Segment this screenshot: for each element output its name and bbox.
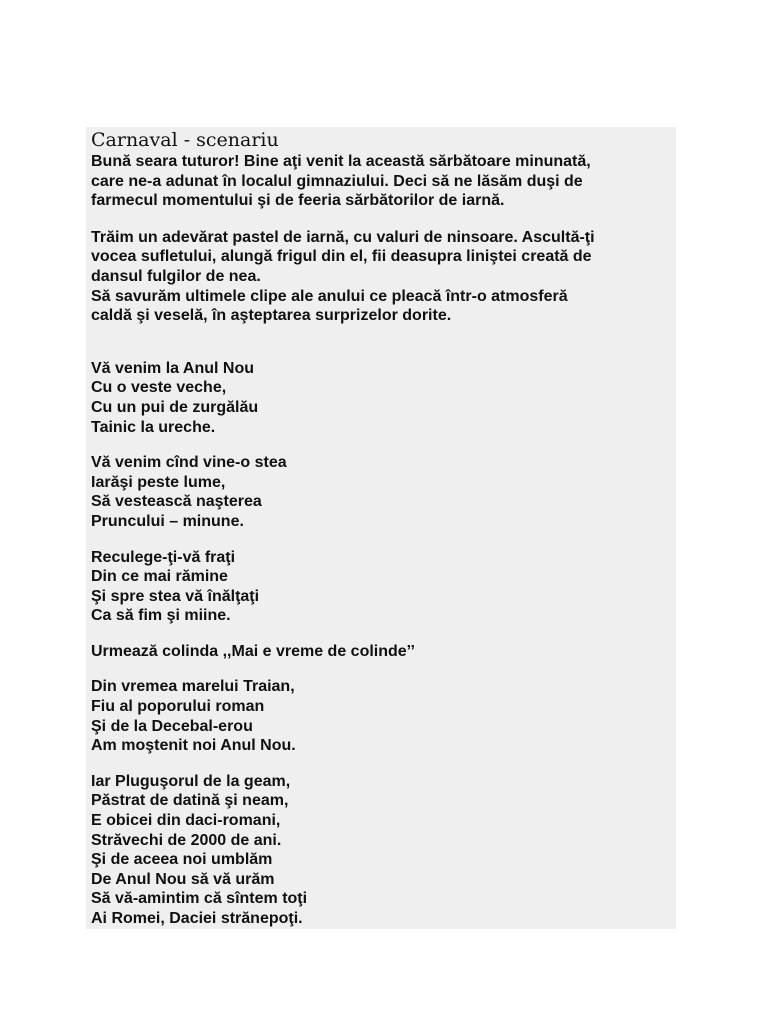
verse-line: E obicei din daci-romani, (91, 812, 281, 830)
poem-stanza-4 (91, 677, 676, 755)
song-announcement: Urmează colinda ,,Mai e vreme de colinde’’ (91, 642, 415, 660)
verse-line: Cu un pui de zurgălău (91, 398, 259, 416)
verse-line: Străvechi de 2000 de ani. (91, 831, 282, 849)
verse-line: Din ce mai rămine (91, 568, 228, 586)
verse-line: Vă venim la Anul Nou (91, 359, 254, 377)
document-title: Carnaval - scenariu (91, 129, 279, 151)
text-line: dansul fulgilor de nea. (91, 267, 261, 285)
verse-line: De Anul Nou să vă urăm (91, 870, 275, 888)
verse-line: Iarăşi peste lume, (91, 473, 226, 491)
intro-paragraph (91, 152, 676, 211)
verse-line: Fiu al poporului roman (91, 698, 265, 716)
verse-line: Să vestească naşterea (91, 493, 262, 511)
verse-line: Ca să fim şi miine. (91, 607, 231, 625)
verse-line: Ai Romei, Daciei strănepoţi. (91, 910, 303, 927)
verse-line: Păstrat de datină şi neam, (91, 792, 289, 810)
verse-line: Vă venim cînd vine-o stea (91, 454, 287, 472)
verse-line: Şi de aceea noi umblăm (91, 851, 273, 869)
text-line: Să savurăm ultimele clipe ale anului ce pleacă într-o atmosferă (91, 287, 568, 305)
poem-stanza-3 (91, 548, 676, 626)
verse-line: Şi spre stea vă înălţaţi (91, 587, 260, 605)
verse-line: Am moştenit noi Anul Nou. (91, 737, 296, 755)
verse-line: Reculege-ţi-vă fraţi (91, 548, 236, 566)
text-line: caldă şi veselă, în aşteptarea surprizelor dorite. (91, 307, 452, 325)
poem-stanza-5 (91, 772, 676, 929)
text-line: Bună seara tuturor! Bine aţi venit la această sărbătoare minunată, (91, 153, 591, 170)
verse-line: Din vremea marelui Traian, (91, 678, 295, 696)
poem-stanza-2 (91, 453, 676, 531)
verse-line: Tainic la ureche. (91, 418, 216, 436)
text-line: care ne-a adunat în localul gimnaziului. Deci să ne lăsăm duşi de (91, 172, 583, 190)
verse-line: Şi de la Decebal-erou (91, 717, 253, 735)
text-line: farmecul momentului şi de feeria sărbătorilor de iarnă. (91, 192, 505, 210)
verse-line: Să vă-amintim că sîntem toţi (91, 890, 308, 908)
pastel-paragraph (91, 228, 676, 326)
verse-line: Iar Pluguşorul de la geam, (91, 772, 291, 790)
verse-line: Pruncului – minune. (91, 512, 244, 530)
poem-stanza-1 (91, 359, 676, 437)
text-line: vocea sufletului, alungă frigul din el, fii deasupra liniştei creată de (91, 248, 592, 266)
document-body (91, 152, 676, 929)
text-line: Trăim un adevărat pastel de iarnă, cu valuri de ninsoare. Ascultă-ţi (91, 228, 595, 246)
verse-line: Cu o veste veche, (91, 379, 227, 397)
